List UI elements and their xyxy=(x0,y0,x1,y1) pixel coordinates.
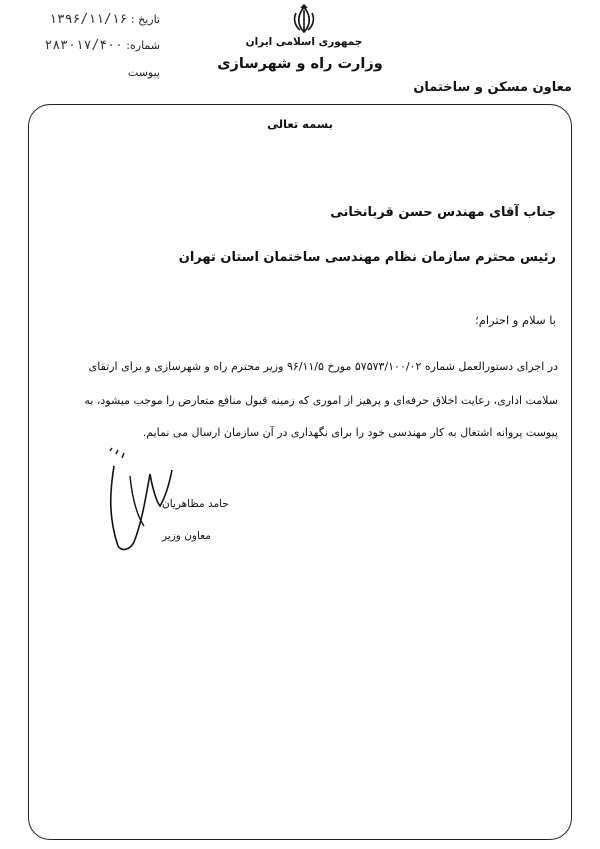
attachment-row xyxy=(40,66,160,79)
date-row xyxy=(40,12,160,27)
recipient-name: جناب آقای مهندس حسن قربانخانی xyxy=(330,205,556,220)
signer-name: حامد مظاهریان xyxy=(162,498,229,510)
deputy-title: معاون مسکن و ساختمان xyxy=(413,80,572,95)
date-value: ۱۳۹۶/۱۱/۱۶ xyxy=(49,12,128,27)
number-row xyxy=(40,38,160,53)
bismillah: بسمه تعالی xyxy=(267,117,333,131)
attachment-label: پیوست xyxy=(127,66,160,79)
number-value: ۲۸۳۰۱۷/۴۰۰ xyxy=(44,38,123,53)
date-label: تاریخ : xyxy=(130,13,160,26)
body-line: در اجرای دستورالعمل شماره ۵۷۵۷۳/۱۰۰/۰۲ مورخ ۹۶/۱۱/۵ وزیر محترم راه و شهرسازی و برای ارتقای xyxy=(88,360,558,373)
republic-title: جمهوری اسلامی ایران xyxy=(245,36,363,48)
iran-emblem-icon xyxy=(289,4,319,34)
body-line: سلامت اداری، رعایت اخلاق حرفه‌ای و پرهیز از اموری که زمینه قبول منافع متعارض را موجب میشود، به xyxy=(84,394,558,407)
number-label: شماره: xyxy=(126,39,160,52)
greeting: با سلام و احترام؛ xyxy=(475,313,556,327)
recipient-title: رئیس محترم سازمان نظام مهندسی ساختمان استان تهران xyxy=(178,250,556,265)
signer-title: معاون وزیر xyxy=(162,530,211,542)
ministry-title: وزارت راه و شهرسازی xyxy=(217,56,383,72)
body-line: پیوست پروانه اشتغال به کار مهندسی خود را برای نگهداری در آن سازمان ارسال می نمایم. xyxy=(142,426,558,439)
